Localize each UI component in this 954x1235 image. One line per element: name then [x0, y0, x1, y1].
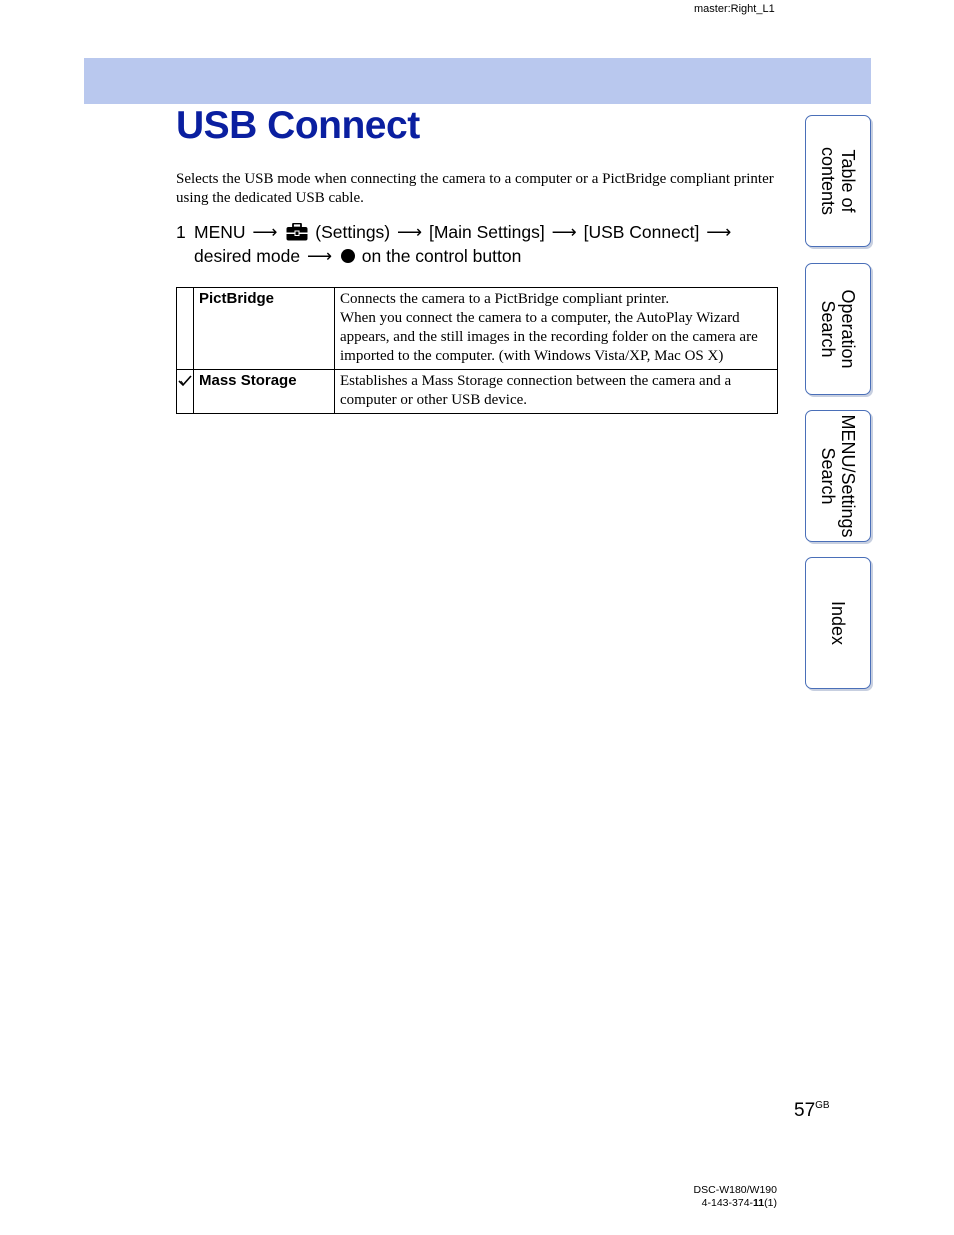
- selection-cell: [177, 288, 194, 370]
- header-band: [84, 58, 871, 104]
- tab-label: Table of contents: [818, 146, 858, 216]
- mode-description: [335, 288, 778, 370]
- step-number: 1: [176, 222, 186, 242]
- table-row: [177, 288, 778, 370]
- code-suffix: (1): [764, 1197, 777, 1209]
- settings-label: (Settings): [315, 222, 391, 242]
- mode-description: [335, 370, 778, 414]
- tab-label: Operation Search: [818, 289, 858, 369]
- arrow-right-icon: ⟶: [252, 222, 278, 242]
- tab-label: MENU/Settings Search: [818, 414, 858, 538]
- page-number-suffix: GB: [815, 1100, 830, 1111]
- code-prefix: 4-143-374-: [701, 1197, 754, 1209]
- mode-name: Mass Storage: [194, 370, 335, 414]
- arrow-right-icon: ⟶: [706, 222, 732, 242]
- toolbox-settings-icon: [286, 223, 308, 241]
- desired-label: desired: [194, 246, 252, 266]
- usb-connect-label: [USB Connect]: [583, 222, 700, 242]
- mode-label: mode: [256, 246, 301, 266]
- document-code: [690, 1197, 777, 1210]
- control-button-center-icon: [341, 249, 355, 263]
- tab-table-of-contents[interactable]: [805, 115, 871, 247]
- arrow-right-icon: ⟶: [551, 222, 577, 242]
- page-number-value: 57: [794, 1100, 816, 1121]
- model-info: [690, 1184, 777, 1210]
- model-name: DSC-W180/W190: [693, 1184, 777, 1196]
- table-row: [177, 370, 778, 414]
- selection-cell: [177, 370, 194, 414]
- page-title: USB Connect: [176, 104, 420, 147]
- arrow-right-icon: ⟶: [397, 222, 423, 242]
- arrow-right-icon: ⟶: [306, 246, 333, 266]
- master-label: master:Right_L1: [694, 3, 775, 15]
- menu-label: MENU: [194, 222, 246, 242]
- description-line: Establishes a Mass Storage connection between the camera and a computer or other USB device.: [340, 373, 732, 408]
- description-line: When you connect the camera to a computer, the AutoPlay Wizard appears, and the still images in the recording folder on the camera are imported to the computer. (with Windows Vista/XP, Mac OS X): [340, 310, 758, 364]
- code-bold: 11: [753, 1197, 765, 1209]
- main-settings-label: [Main Settings]: [428, 222, 545, 242]
- procedure-step: [176, 220, 781, 268]
- description-line: Connects the camera to a PictBridge compliant printer.: [340, 291, 670, 307]
- page-number: [794, 1100, 830, 1122]
- tab-index[interactable]: [805, 557, 871, 689]
- tab-label: Index: [828, 600, 848, 646]
- mode-table: [176, 287, 778, 414]
- mode-name: PictBridge: [194, 288, 335, 370]
- intro-text: Selects the USB mode when connecting the camera to a computer or a PictBridge compliant printer using the dedicated USB cable.: [176, 171, 774, 206]
- default-checkmark-icon: [178, 375, 192, 387]
- tab-operation-search[interactable]: [805, 263, 871, 395]
- tab-menu-settings-search[interactable]: [805, 410, 871, 542]
- control-button-label: on the control button: [361, 246, 522, 266]
